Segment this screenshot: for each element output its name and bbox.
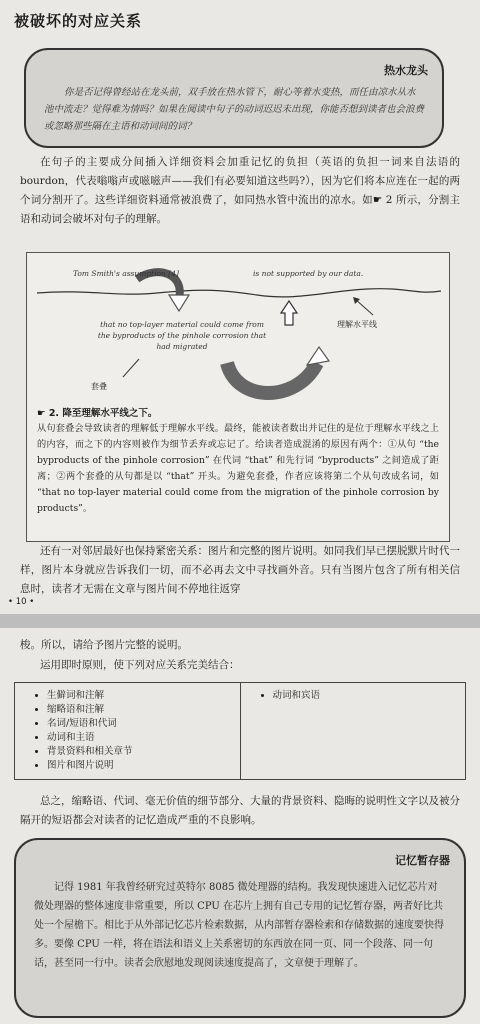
up-arrowhead-icon (307, 347, 329, 365)
body-paragraph-4: 总之，缩略语、代词、毫无价值的细节部分、大量的背景资料、隐晦的说明性文字以及被分隔开的短语都会对读者的记忆造成严重的不良影响。 (20, 795, 460, 826)
comprehension-line (37, 289, 441, 297)
figure-nested-phrase: that no top-layer material could come from the byproducts of the pinhole corrosion that had migrated (97, 320, 267, 351)
figure-caption: ☛ 2. 降至理解水平线之下。 (37, 408, 158, 419)
figure-explanation: 从句套叠会导致读者的理解低于理解水平线。最终，能被读者数出并记住的是位于理解水平线之上的内容，而之下的内容则被作为细节丢弃或忘记了。给读者造成混淆的原因有两个：①从句 “the byproducts of the pinhole corrosion” 在代词 “that” 和先行词 “byproducts” 之间造成了距离；②两个套叠的从句都是以 “that” 开头。为避免套叠，作者应该将第二个从句改成名词，如 “that no top-layer material could come from the migration of the pinhole corrosion by products”。 (37, 423, 439, 514)
list-item: • 缩略语和注解 (47, 703, 222, 717)
up-arrow-icon (281, 301, 297, 325)
list-item: • 生僻词和注解 (47, 689, 222, 703)
figure-label-nesting: 套叠 (91, 382, 107, 391)
list-item: • 名词/短语和代词 (47, 717, 222, 731)
continuation-text: 梭。所以，请给予图片完整的说明。 (20, 639, 188, 651)
figure-not-supported-text: is not supported by our data. (253, 269, 364, 278)
body-paragraph-2: 还有一对邻居最好也保持紧密关系：图片和完整的图片说明。如同我们早已摆脱默片时代一样，图片本身就应告诉我们一切，而不必再去文中寻找画外音。只有当图片包含了所有相关信息时，读者才无需在文章与图片间不停地往返穿 (20, 545, 460, 595)
figure-assumption-text: Tom Smith's assumption [4] (73, 269, 179, 278)
pairs-column-left (15, 683, 240, 779)
sidebar-heading: 热水龙头 (384, 64, 428, 77)
sidebar-text: 你是否记得曾经站在龙头前，双手放在热水管下，耐心等着水变热，而任由凉水从水池中流走？觉得难为情吗？如果在阅读中句子的动词迟迟未出现，你能否想到读者也会浪费或忽略那些隔在主语和动词间的词？ (44, 87, 425, 132)
list-item: • 动词和宾语 (273, 689, 448, 703)
section-title: 被破坏的对应关系 (14, 12, 143, 30)
down-arrowhead-icon (169, 295, 189, 311)
page-number: • 10 • (8, 597, 35, 607)
body-paragraph-1: 在句子的主要成分间插入详细资料会加重记忆的负担（英语的负担一词来自法语的 bourdon，代表嗡嗡声或嗞嗞声——我们有必要知道这些吗?），因为它们将本应连在一起的两个词分割开了。这些详细资料通常被浪费了，如同热水管中流出的凉水。如☛ 2 所示，分割主语和动词会破坏对句子的理解。 (20, 156, 460, 225)
figure-label-water-line: 理解水平线 (337, 320, 377, 329)
label-pointer (355, 299, 373, 315)
sidebar-text: 记得 1981 年我曾经研究过英特尔 8085 微处理器的结构。我发现快速进入记忆芯片对微处理器的整体速度非常重要，所以 CPU 在芯片上拥有自己专用的记忆暂存器，两者好比共处一个屋檐下。相比于从外部记忆芯片检索数据，从内部暂存器检索和存储数据的速度要快得多。要像 CPU 一样，将在语法和语义上关系密切的东西放在同一页、同一个段落、同一句话，甚至同一行中。读者会欣慰地发现阅读速度提高了，文章便于理解了。 (34, 882, 444, 969)
sidebar-box-memory-register (14, 838, 466, 1018)
pairs-table (14, 682, 466, 780)
list-item: • 背景资料和相关章节 (47, 745, 222, 759)
body-paragraph-3: 运用即时原则，使下列对应关系完美结合： (40, 659, 240, 671)
list-item: • 动词和主语 (47, 731, 222, 745)
nest-pointer (123, 359, 139, 377)
sidebar-box-hot-water (24, 48, 444, 148)
curved-up-arrow-icon (227, 363, 317, 393)
figure-2 (26, 252, 450, 542)
pairs-column-right (240, 683, 466, 779)
sidebar-heading: 记忆暂存器 (395, 854, 450, 867)
page-gap (0, 614, 480, 628)
book-page-bottom (0, 628, 480, 1024)
list-item: • 图片和图片说明 (47, 759, 222, 773)
